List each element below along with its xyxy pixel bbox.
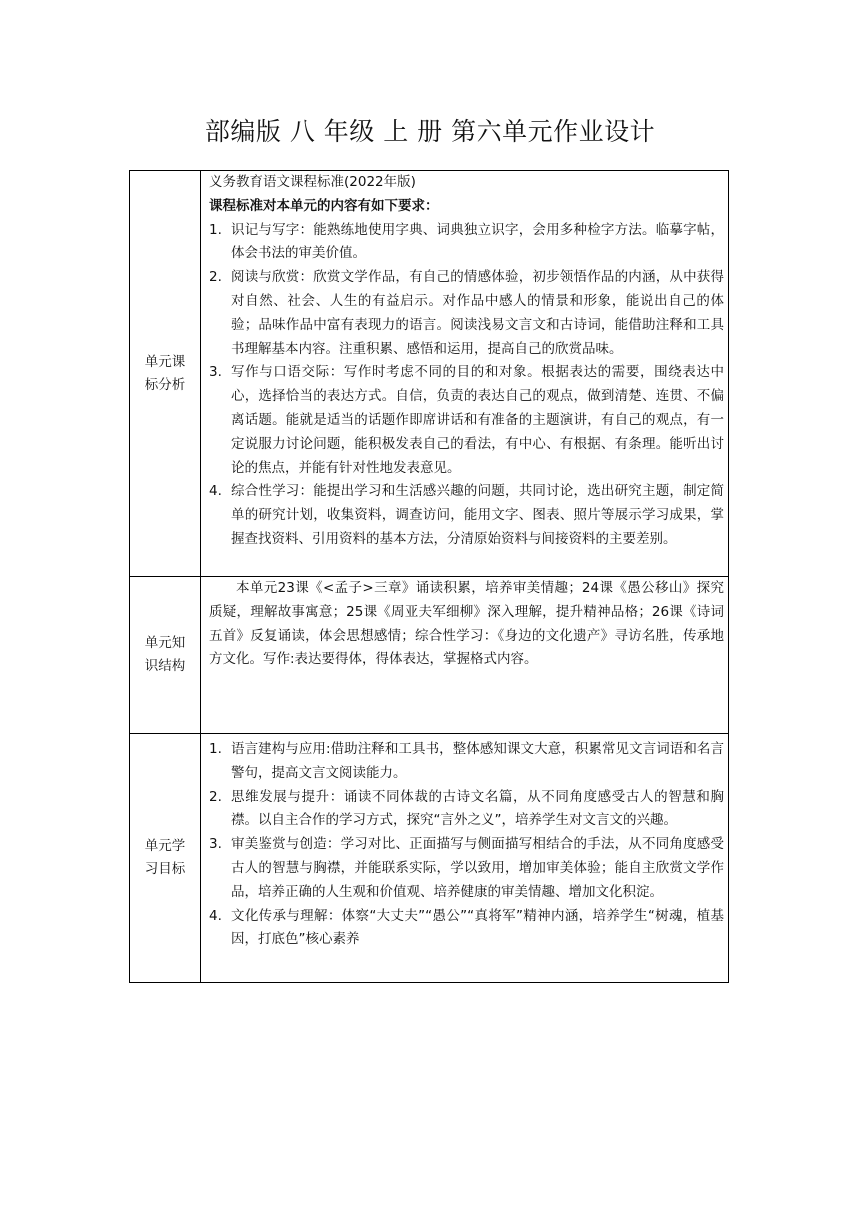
list-text: 识记与写字：能熟练地使用字典、词典独立识字，会用多种检字方法。临摹字帖，体会书法的审美价值。: [231, 221, 724, 262]
standards-content: [201, 171, 729, 577]
list-text: 思维发展与提升：诵读不同体裁的古诗文名篇，从不同角度感受古人的智慧和胸襟。以自主合作的学习方式，探究“言外之义”，培养学生对文言文的兴趣。: [231, 788, 724, 829]
list-number: 4.: [209, 483, 222, 500]
list-number: 1.: [209, 221, 222, 238]
knowledge-label: 单元知识结构: [144, 635, 186, 674]
unit-design-table: [129, 170, 729, 983]
list-text: 语言建构与应用:借助注释和工具书，整体感知课文大意，积累常见文言词语和名言警句，提高文言文阅读能力。: [231, 741, 724, 781]
list-text: 阅读与欣赏：欣赏文学作品，有自己的情感体验，初步领悟作品的内涵，从中获得对自然、社会、人生的有益启示。对作品中感人的情景和形象，能说出自己的体验；品味作品中富有表现力的语言。阅读浅易文言文和古诗词，能借助注释和工具书理解基本内容。注重积累、感悟和运用，提高自己的欣赏品味。: [231, 269, 724, 357]
list-number: 1.: [209, 741, 222, 757]
row-label-standards: [130, 171, 201, 577]
list-item: [209, 905, 724, 953]
page-title: 部编版 八 年级 上 册 第六单元作业设计: [204, 117, 656, 146]
table-row-standards: [130, 171, 729, 577]
list-text: 文化传承与理解：体察“大丈夫”“愚公”“真将军”精神内涵，培养学生“树魂，植基因，打底色”核心素养: [231, 907, 724, 948]
list-number: 3.: [209, 836, 222, 853]
knowledge-text: 本单元23课《<孟子>三章》诵读积累，培养审美情趣；24课《愚公移山》探究质疑，理解故事寓意；25课《周亚夫军细柳》深入理解，提升精神品格；26课《诗词五首》反复诵读，体会思想感情；综合性学习：《身边的文化遗产》寻访名胜，传承地方文化。写作:表达要得体，得体表达，掌握格式内容。: [209, 580, 724, 668]
standards-list: [209, 219, 724, 552]
table-row-knowledge: [130, 577, 729, 734]
standards-label: 单元课标分析: [144, 353, 186, 393]
list-text: 综合性学习：能提出学习和生活感兴趣的问题，共同讨论，选出研究主题，制定简单的研究计划，收集资料，调查访问，能用文字、图表、照片等展示学习成果，掌握查找资料、引用资料的基本方法，分清原始资料与间接资料的主要差别。: [231, 483, 724, 547]
list-number: 4.: [209, 907, 222, 924]
list-item: [209, 833, 724, 904]
list-text: 写作与口语交际：写作时考虑不同的目的和对象。根据表达的需要，围绕表达中心，选择恰当的表达方式。自信，负责的表达自己的观点，做到清楚、连贯、不偏离话题。能就是适当的话题作即席讲话和有准备的主题演讲，有自己的观点，有一定说服力讨论问题，能积极发表自己的看法，有中心、有根据、有条理。能听出讨论的焦点，并能有针对性地发表意见。: [231, 364, 724, 476]
list-number: 2.: [209, 788, 222, 805]
list-item: [209, 266, 724, 361]
knowledge-content: [201, 577, 729, 734]
list-item: [209, 219, 724, 267]
standards-heading: 课程标准对本单元的内容有如下要求：: [209, 197, 439, 214]
standards-intro: 义务教育语文课程标准(2022年版): [209, 174, 416, 190]
table-row-goals: [130, 734, 729, 983]
list-text: 审美鉴赏与创造：学习对比、正面描写与侧面描写相结合的手法，从不同角度感受古人的智慧与胸襟，并能联系实际，学以致用，增加审美体验；能自主欣赏文学作品，培养正确的人生观和价值观、培养健康的审美情趣、增加文化积淀。: [231, 836, 724, 900]
list-item: [209, 480, 724, 551]
goals-list: [209, 738, 724, 952]
list-number: 3.: [209, 364, 222, 381]
list-item: [209, 361, 724, 480]
list-item: [209, 738, 724, 786]
list-item: [209, 786, 724, 834]
list-number: 2.: [209, 269, 222, 286]
row-label-goals: [130, 734, 201, 983]
row-label-knowledge: [130, 577, 201, 734]
goals-label: 单元学习目标: [144, 838, 186, 877]
goals-content: [201, 734, 729, 983]
